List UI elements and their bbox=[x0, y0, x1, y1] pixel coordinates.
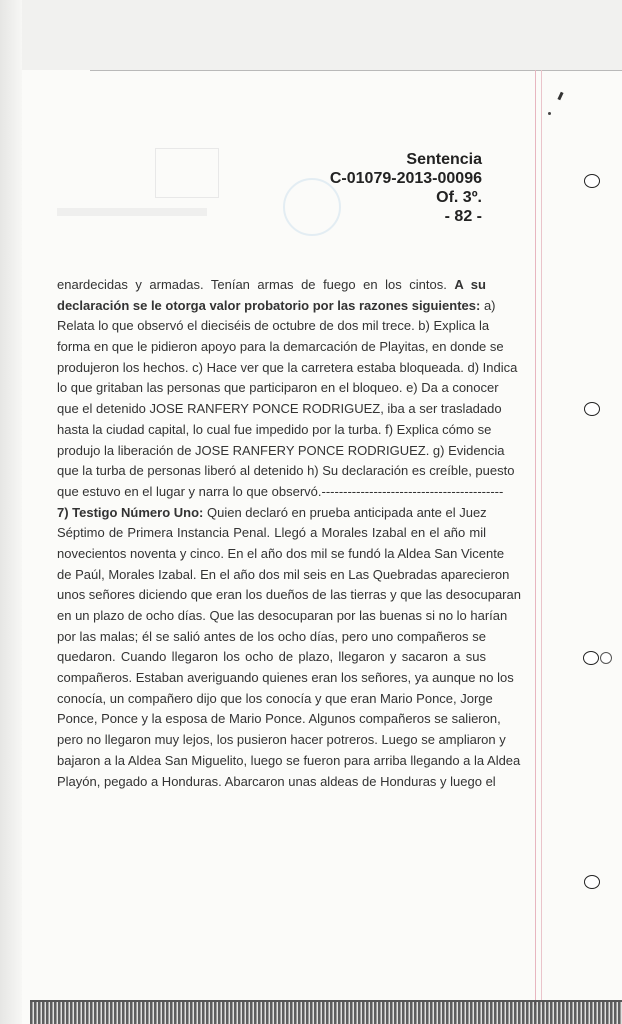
scan-left-shadow bbox=[0, 0, 22, 1024]
binder-hole-icon bbox=[583, 651, 599, 665]
office-number: Of. 3º. bbox=[436, 189, 482, 206]
text-run: produjeron los hechos. c) Hace ver que la carretera estaba bloqueada. d) Indica bbox=[57, 359, 518, 375]
bleed-through-stamp bbox=[155, 148, 219, 198]
pen-mark bbox=[557, 92, 563, 101]
text-run: unos señores diciendo que eran los dueños de las tierras y que las desocuparan bbox=[57, 587, 521, 603]
body-line bbox=[57, 316, 490, 337]
body-line bbox=[57, 296, 496, 317]
text-run: Ponce, Ponce y la esposa de Mario Ponce. Algunos compañeros se salieron, bbox=[57, 711, 501, 727]
body-line bbox=[57, 482, 504, 503]
text-run: que el detenido JOSE RANFERY PONCE RODRIGUEZ, iba a ser trasladado bbox=[57, 401, 502, 417]
text-run: de Paúl, Morales Izabal. En el año dos mil seis en Las Quebradas aparecieron bbox=[57, 566, 510, 582]
body-line bbox=[57, 420, 492, 441]
scan-top-margin bbox=[0, 0, 622, 70]
text-run: Quien declaró en prueba anticipada ante el Juez bbox=[203, 504, 487, 520]
text-run: Playón, pegado a Honduras. Abarcaron unas aldeas de Honduras y luego el bbox=[57, 773, 496, 789]
scan-bottom-band bbox=[30, 1002, 622, 1024]
body-line bbox=[57, 337, 504, 358]
body-line bbox=[57, 585, 521, 606]
body-line bbox=[57, 709, 501, 730]
body-line bbox=[57, 378, 499, 399]
body-line bbox=[57, 668, 514, 689]
document-header bbox=[330, 150, 482, 226]
text-run: novecientos noventa y cinco. En el año dos mil se fundó la Aldea San Vicente bbox=[57, 545, 505, 561]
text-run: hasta la ciudad capital, lo cual fue impedido por la turba. f) Explica cómo se bbox=[57, 421, 492, 437]
bold-text-run: declaración se le otorga valor probatorio por las razones siguientes: bbox=[57, 297, 481, 313]
body-line bbox=[57, 730, 506, 751]
text-run: por las malas; él se salió antes de los ocho días, pero uno compañeros se bbox=[57, 628, 486, 644]
text-run: enardecidas y armadas. Tenían armas de fuego en los cintos. bbox=[57, 277, 455, 292]
body-line bbox=[57, 441, 505, 462]
text-run: bajaron a la Aldea San Miguelito, luego se fueron para arriba llegando a la Aldea bbox=[57, 752, 521, 768]
text-run: Relata lo que observó el dieciséis de octubre de dos mil trece. b) Explica la bbox=[57, 318, 490, 334]
text-run: conocía, un compañero dijo que los conocía y que eran Mario Ponce, Jorge bbox=[57, 690, 493, 706]
body-line bbox=[57, 627, 486, 648]
text-run: compañeros. Estaban averiguando quienes eran los señores, ya aunque no los bbox=[57, 670, 514, 686]
bleed-through-text bbox=[57, 208, 207, 216]
text-run: pero no llegaron muy lejos, los pusieron hacer potreros. Luego se ampliaron y bbox=[57, 732, 506, 748]
binder-hole-icon bbox=[584, 174, 600, 188]
text-run: lo que gritaban las personas que participaron en el bloqueo. e) Da a conocer bbox=[57, 380, 499, 396]
body-line bbox=[57, 503, 486, 524]
text-run: en un plazo de ocho días. Que las desocuparan por las buenas si no lo harían bbox=[57, 608, 508, 623]
bold-text-run: 7) Testigo Número Uno: bbox=[57, 504, 204, 520]
body-line bbox=[57, 544, 505, 565]
binder-hole-icon bbox=[584, 875, 600, 889]
body-line bbox=[57, 275, 486, 296]
binder-hole-icon bbox=[584, 402, 600, 416]
page-top-edge bbox=[90, 70, 622, 71]
body-line bbox=[57, 358, 518, 379]
binder-hole-icon bbox=[600, 652, 612, 664]
body-line bbox=[57, 399, 502, 420]
document-body bbox=[57, 275, 521, 792]
text-run: quedaron. Cuando llegaron los ocho de plazo, llegaron y sacaron a sus bbox=[57, 649, 486, 665]
body-line bbox=[57, 647, 486, 668]
pen-dot bbox=[548, 112, 551, 115]
bold-text-run: A su bbox=[454, 277, 486, 292]
margin-rule bbox=[535, 70, 536, 1005]
document-title: Sentencia bbox=[406, 151, 482, 168]
body-line bbox=[57, 565, 510, 586]
text-run: a) bbox=[480, 297, 496, 313]
body-line bbox=[57, 772, 496, 793]
text-run: que estuvo en el lugar y narra lo que observó.------------------------------------------ bbox=[57, 483, 504, 499]
body-line bbox=[57, 689, 493, 710]
body-line bbox=[57, 461, 515, 482]
case-number: C-01079-2013-00096 bbox=[329, 170, 482, 187]
text-run: produjo la liberación de JOSE RANFERY PONCE RODRIGUEZ. g) Evidencia bbox=[57, 442, 505, 458]
text-run: que la turba de personas liberó al detenido h) Su declaración es creíble, puesto bbox=[57, 463, 515, 479]
margin-rule-secondary bbox=[541, 70, 542, 1005]
body-line bbox=[57, 751, 521, 772]
body-line bbox=[57, 606, 508, 627]
text-run: forma en que le pidieron apoyo para la demarcación de Playitas, en donde se bbox=[57, 339, 504, 355]
body-line bbox=[57, 523, 486, 544]
text-run: Séptimo de Primera Instancia Penal. Llegó a Morales Izabal en el año mil bbox=[57, 525, 486, 541]
page-number: - 82 - bbox=[444, 208, 482, 225]
